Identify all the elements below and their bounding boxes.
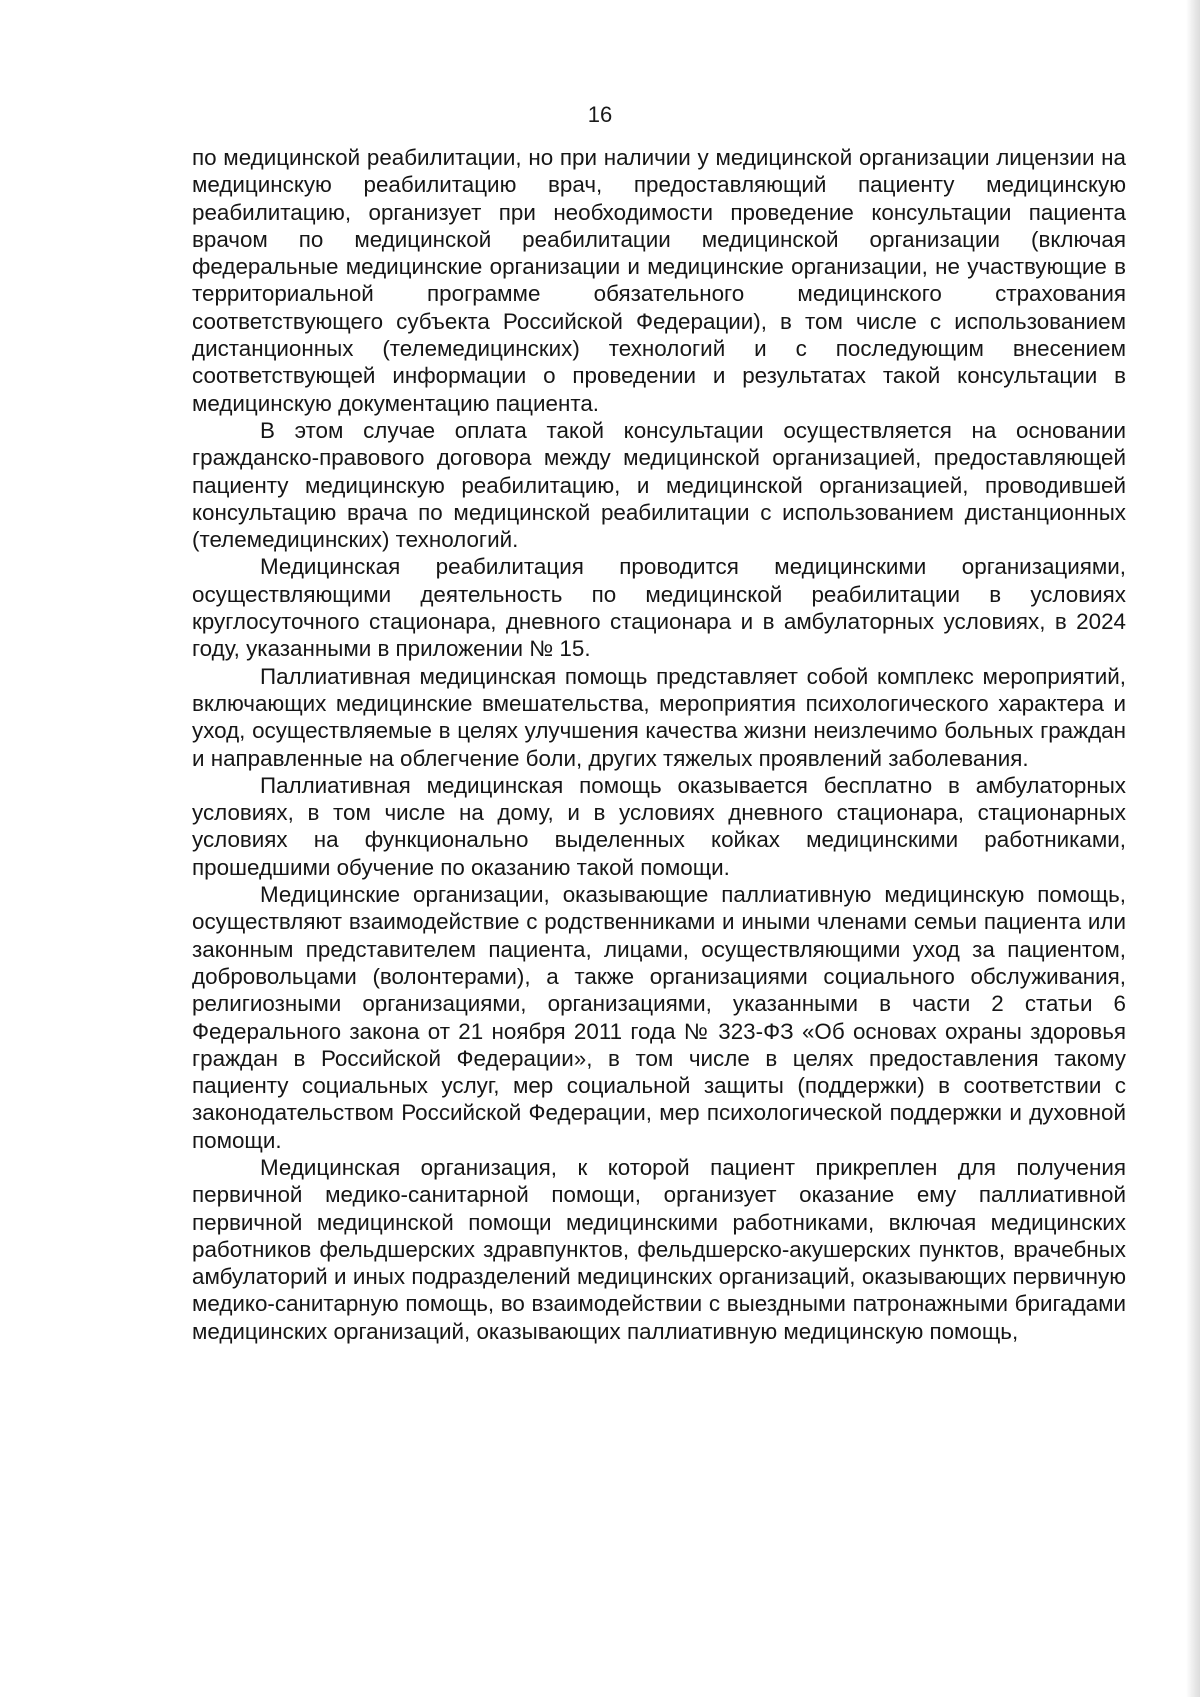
body-text <box>192 144 1126 1345</box>
scan-edge-shadow <box>1186 0 1200 1697</box>
paragraph-rehabilitation-organizations: Медицинская реабилитация проводится медицинскими организациями, осуществляющими деятельность по медицинской реабилитации в условиях круглосуточного стационара, дневного стационара и в амбулаторных условиях, в 2024 году, указанными в приложении № 15. <box>192 554 1126 662</box>
paragraph-continuation: по медицинской реабилитации, но при наличии у медицинской организации лицензии на медицинскую реабилитацию врач, предоставляющий пациенту медицинскую реабилитацию, организует при необходимости проведение консультации пациента врачом по медицинской реабилитации медицинской организации (включая федеральные медицинские организации и медицинские организации, не участвующие в территориальной программе обязательного медицинского страхования соответствующего субъекта Российской Федерации), в том числе с использованием дистанционных (телемедицинских) технологий и с последующим внесением соответствующей информации о проведении и результатах такой консультации в медицинскую документацию пациента. <box>192 145 1126 416</box>
paragraph-palliative-free: Паллиативная медицинская помощь оказывается бесплатно в амбулаторных условиях, в том числе на дому, и в условиях дневного стационара, стационарных условиях на функционально выделенных койках медицинскими работниками, прошедшими обучение по оказанию такой помощи. <box>192 772 1126 880</box>
paragraph-palliative-interaction: Медицинские организации, оказывающие паллиативную медицинскую помощь, осуществляют взаимодействие с родственниками и иными членами семьи пациента или законным представителем пациента, лицами, осуществляющими уход за пациентом, добровольцами (волонтерами), а также организациями социального обслуживания, религиозными организациями, организациями, указанными в части 2 статьи 6 Федерального закона от 21 ноября 2011 года № 323-ФЗ «Об основах охраны здоровья граждан в Российской Федерации», в том числе в целях предоставления такому пациенту социальных услуг, мер социальной защиты (поддержки) в соответствии с законодательством Российской Федерации, мер психологической поддержки и духовной помощи. <box>192 882 1126 1153</box>
page-number: 16 <box>587 102 613 127</box>
paragraph-primary-care-organization: Медицинская организация, к которой пациент прикреплен для получения первичной медико-санитарной помощи, организует оказание ему паллиативной первичной медицинской помощи медицинскими работниками, включая медицинских работников фельдшерских здравпунктов, фельдшерско-акушерских пунктов, врачебных амбулаторий и иных подразделений медицинских организаций, оказывающих первичную медико-санитарную помощь, во взаимодействии с выездными патронажными бригадами медицинских организаций, оказывающих паллиативную медицинскую помощь, <box>192 1154 1126 1344</box>
paragraph-palliative-definition: Паллиативная медицинская помощь представляет собой комплекс мероприятий, включающих медицинские вмешательства, мероприятия психологического характера и уход, осуществляемые в целях улучшения качества жизни неизлечимо больных граждан и направленные на облегчение боли, других тяжелых проявлений заболевания. <box>192 663 1126 771</box>
paragraph-consultation-payment: В этом случае оплата такой консультации осуществляется на основании гражданско-правового договора между медицинской организацией, предоставляющей пациенту медицинскую реабилитацию, и медицинской организацией, проводившей консультацию врача по медицинской реабилитации с использованием дистанционных (телемедицинских) технологий. <box>192 417 1126 553</box>
